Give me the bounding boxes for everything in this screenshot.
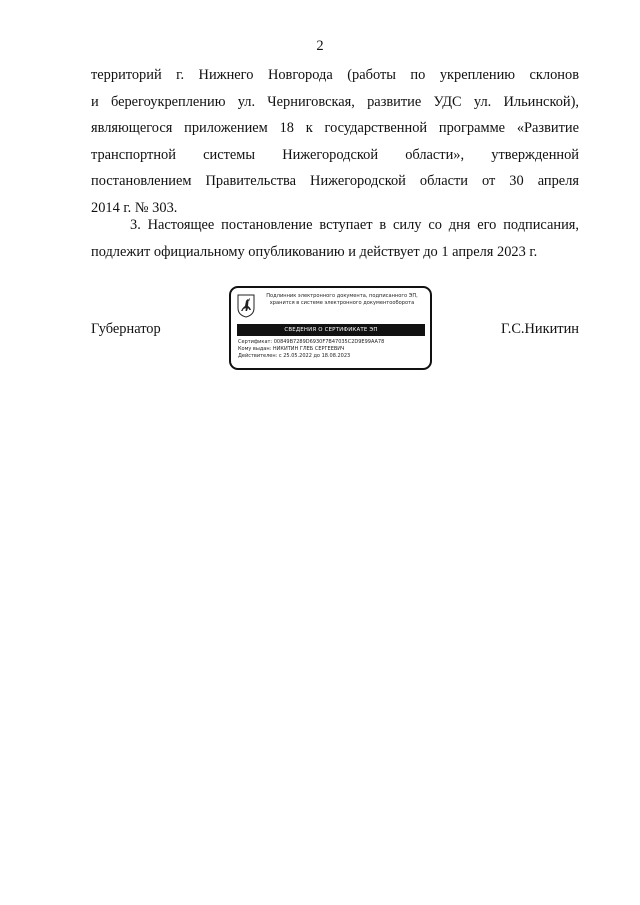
signatory-position: Губернатор — [91, 321, 161, 337]
stamp-issued-to-value: НИКИТИН ГЛЕБ СЕРГЕЕВИЧ — [272, 346, 345, 353]
stamp-certificate-header: СВЕДЕНИЯ О СЕРТИФИКАТЕ ЭП — [237, 324, 425, 336]
stamp-notice — [256, 293, 428, 307]
paragraph-line: являющегося приложением 18 к государственной программе «Развитие — [91, 120, 579, 136]
paragraph-line: 3. Настоящее постановление вступает в силу со дня его подписания, — [130, 217, 579, 233]
stamp-issued-to-label: Кому выдан: — [238, 346, 272, 353]
stamp-validity-row — [238, 353, 428, 360]
paragraph-line: и берегоукреплению ул. Черниговская, развитие УДС ул. Ильинской), — [91, 93, 579, 110]
paragraph-line: подлежит официальному опубликованию и действует до 1 апреля 2023 г. — [91, 243, 538, 260]
paragraph-clause-3 — [91, 212, 579, 265]
stamp-notice-line: Подлинник электронного документа, подписанного ЭП, — [266, 293, 418, 299]
paragraph-line: 2014 г. № 303. — [91, 199, 178, 216]
paragraph-line: территорий г. Нижнего Новгорода (работы по укреплению склонов — [91, 67, 579, 83]
stamp-validity-label: Действителен: — [238, 353, 278, 360]
stamp-certificate-label: Сертификат: — [238, 339, 273, 345]
electronic-signature-stamp — [229, 286, 432, 370]
stamp-validity-value: с 25.05.2022 до 18.08.2023 — [278, 353, 351, 360]
stamp-certificate-details — [238, 339, 428, 360]
stamp-certificate-row — [238, 339, 428, 346]
stamp-notice-line: хранится в системе электронного документооборота — [269, 300, 415, 306]
paragraph-continuation — [91, 62, 579, 221]
paragraph-line: постановлением Правительства Нижегородской области от 30 апреля — [91, 173, 579, 189]
stamp-certificate-value: 00849B7289D6930F7B47035C2D9E99AA78 — [273, 339, 385, 345]
page-number: 2 — [316, 38, 324, 54]
paragraph-line: транспортной системы Нижегородской области», утвержденной — [91, 146, 579, 163]
signatory-name: Г.С.Никитин — [501, 321, 579, 337]
nizhny-novgorod-coat-of-arms-icon — [237, 294, 255, 318]
